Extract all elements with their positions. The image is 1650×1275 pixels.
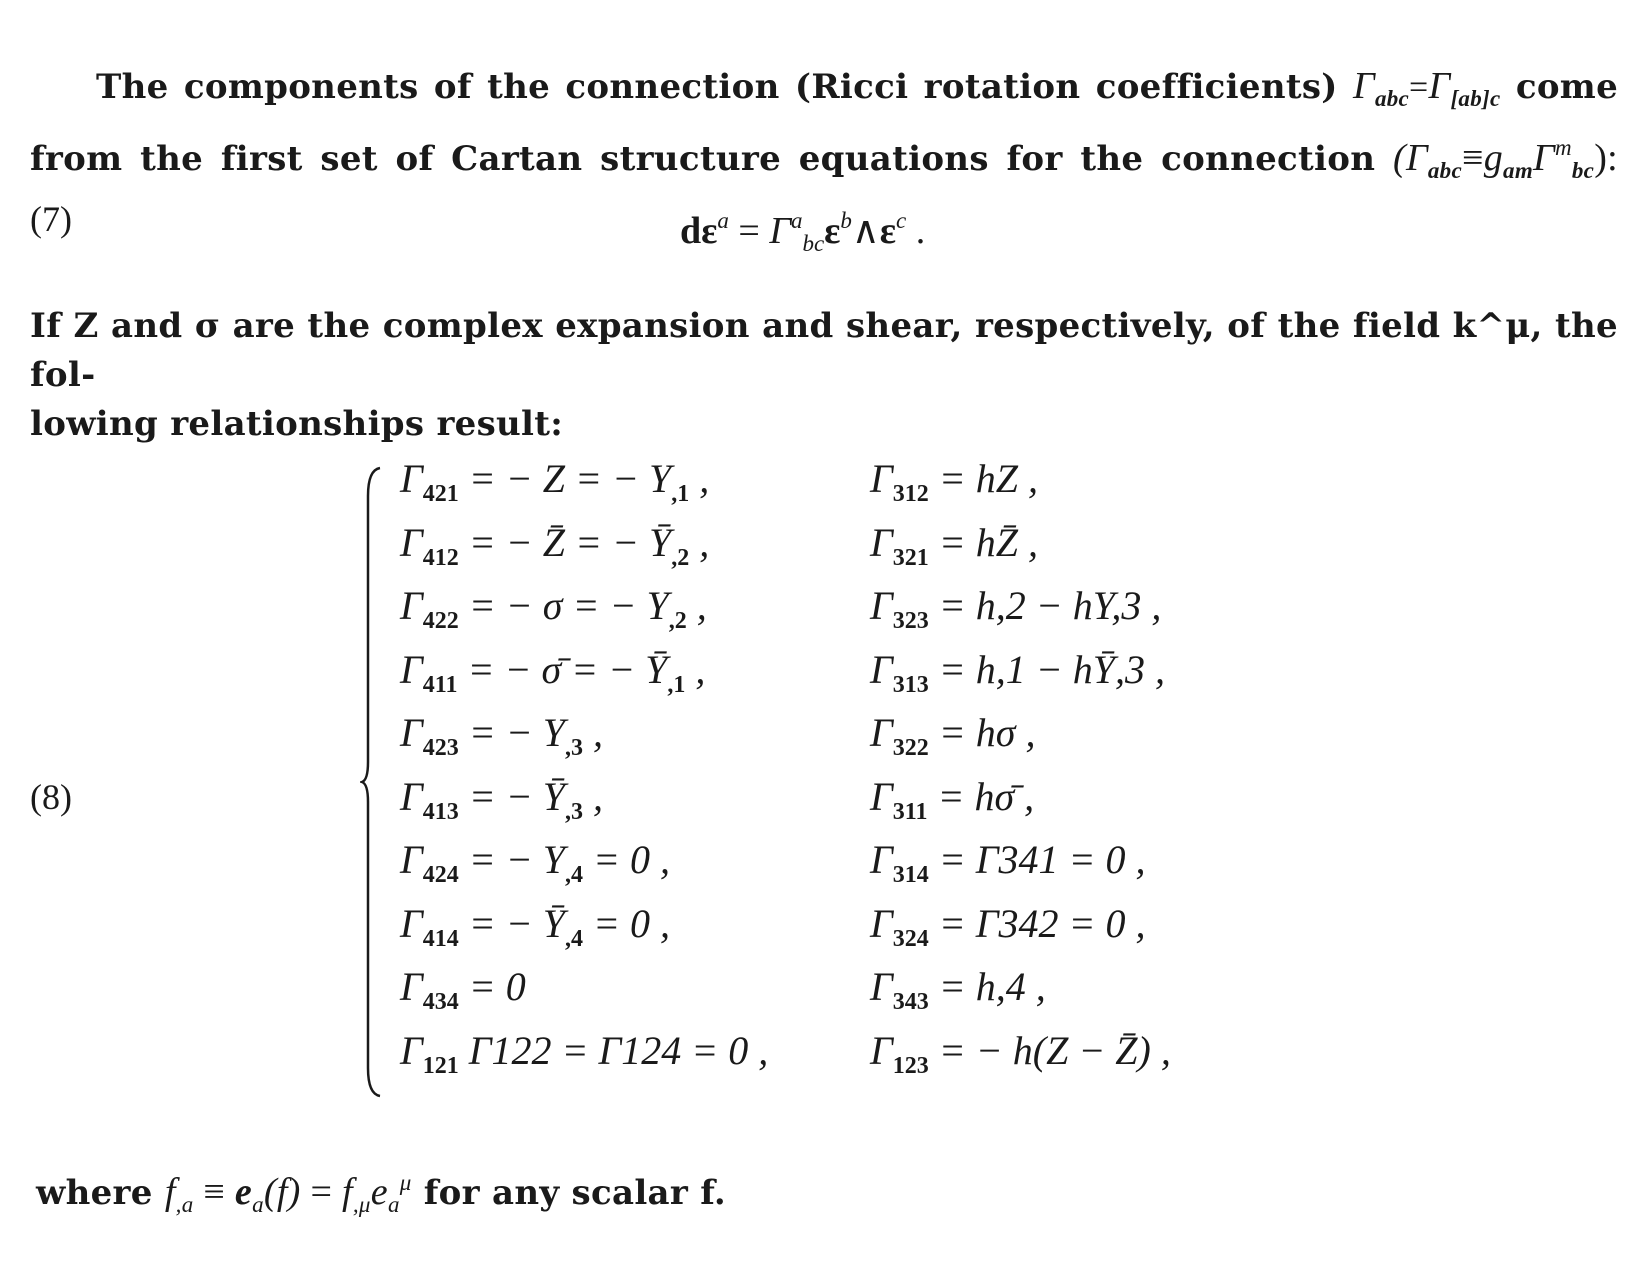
equation-8-left-term: $\Gamma_{414}$ = − $Ȳ_{,4} = 0$ , <box>400 900 670 952</box>
equation-8-left-term: $\Gamma_{422}$ = − σ = − $Y_{,2}$ , <box>400 583 707 634</box>
equation-8-right-term: $\Gamma_{323} = h,2 - hY,3$ , <box>870 583 1162 634</box>
equation-8-left-term: $\Gamma_{411}$ = − σ̄ = − $Ȳ_{,1}$ , <box>400 646 706 698</box>
equation-8-row <box>0 773 1650 833</box>
equation-8-row <box>0 900 1650 960</box>
equation-8-right-term: $\Gamma_{321}$ = hZ̄ , <box>870 519 1039 571</box>
equation-8-left-term: $\Gamma_{421}$ = − Z = − $Y_{,1}$ , <box>400 456 710 507</box>
gamma-antisym: $\Gamma_{[ab]c}$ <box>1428 65 1501 111</box>
gamma-definition: $(\Gamma_{abc}\equiv g_{am}\Gamma^m_{bc})$: <box>1393 135 1618 183</box>
equation-8-right-term: $\Gamma_{311}$ = hσ̄ , <box>870 773 1035 825</box>
paragraph2-line1: If Z and σ are the complex expansion and shear, respectively, of the field k^μ, the fol- <box>30 306 1618 395</box>
paragraph-expansion-shear <box>30 302 1618 449</box>
equation-8-row <box>0 646 1650 706</box>
equation-8-number: (8) <box>30 777 72 817</box>
where-statement: where $f_{,a} \equiv e_a(f) = f_{,\mu}e_a^\mu$ for any scalar f. <box>36 1170 727 1217</box>
equation-7: $d\varepsilon^a$ = $\Gamma^a_{bc}\varepsilon^b\wedge\varepsilon^c$ . <box>680 208 926 256</box>
equation-8-left-term: $\Gamma_{121}$ Γ122 = Γ124 = 0 , <box>400 1027 769 1079</box>
equation-8-right-term: $\Gamma_{324} = \Gamma 342 = 0$ , <box>870 900 1146 952</box>
equation-8-left-term: $\Gamma_{424}$ = − $Y_{,4} = 0$ , <box>400 837 670 888</box>
intro-come: come <box>1515 67 1618 107</box>
equation-8-row <box>0 963 1650 1023</box>
equation-8-left-term: $\Gamma_{434} = 0$ <box>400 964 526 1015</box>
equation-8-row <box>0 582 1650 642</box>
gamma-abc: $\Gamma_{abc}$ <box>1353 65 1410 111</box>
equation-8-row <box>0 709 1650 769</box>
equation-8-right-term: $\Gamma_{314} = \Gamma 341 = 0$ , <box>870 837 1146 888</box>
equation-8-row <box>0 455 1650 515</box>
equation-8-right-term: $\Gamma_{322} = h\sigma$ , <box>870 710 1036 761</box>
equation-8-row <box>0 836 1650 896</box>
where-expression: $f_{,a} \equiv e_a(f) = f_{,\mu}e_a^\mu$ <box>164 1170 412 1217</box>
intro-text: The components of the connection (Ricci rotation coefficients) <box>96 67 1338 107</box>
equation-8-left-term: $\Gamma_{412}$ = − Z̄ = − $Ȳ_{,2}$ , <box>400 519 710 571</box>
equation-7-number: (7) <box>30 199 72 239</box>
paragraph2-line2: lowing relationships result: <box>30 404 564 444</box>
equation-8-row <box>0 519 1650 579</box>
equation-8-right-term: $\Gamma_{343} = h,4$ , <box>870 964 1046 1015</box>
equation-8-left-term: $\Gamma_{423}$ = − $Y_{,3}$ , <box>400 710 603 761</box>
intro-line2: from the first set of Cartan structure equations for the connection <box>30 139 1376 179</box>
equation-8-left-term: $\Gamma_{413}$ = − $Ȳ_{,3}$ , <box>400 773 603 825</box>
equation-8-right-term: $\Gamma_{312}$ = hZ , <box>870 456 1039 507</box>
equation-8-right-term: $\Gamma_{313} = h,1$ − hȲ,3 , <box>870 646 1165 698</box>
equation-8-right-term: $\Gamma_{123}$ = − h(Z − Z̄) , <box>870 1027 1171 1079</box>
equation-8-row <box>0 1027 1650 1087</box>
paragraph-intro: The components of the connection (Ricci rotation coefficients) $\Gamma_{abc}=\Gamma_{[ab]c}$ come from the first set of Cartan structure equations for the connection $(\Gamma_{abc}\equiv g_{am}\Gamma^m_{bc})$: <box>30 65 1618 183</box>
